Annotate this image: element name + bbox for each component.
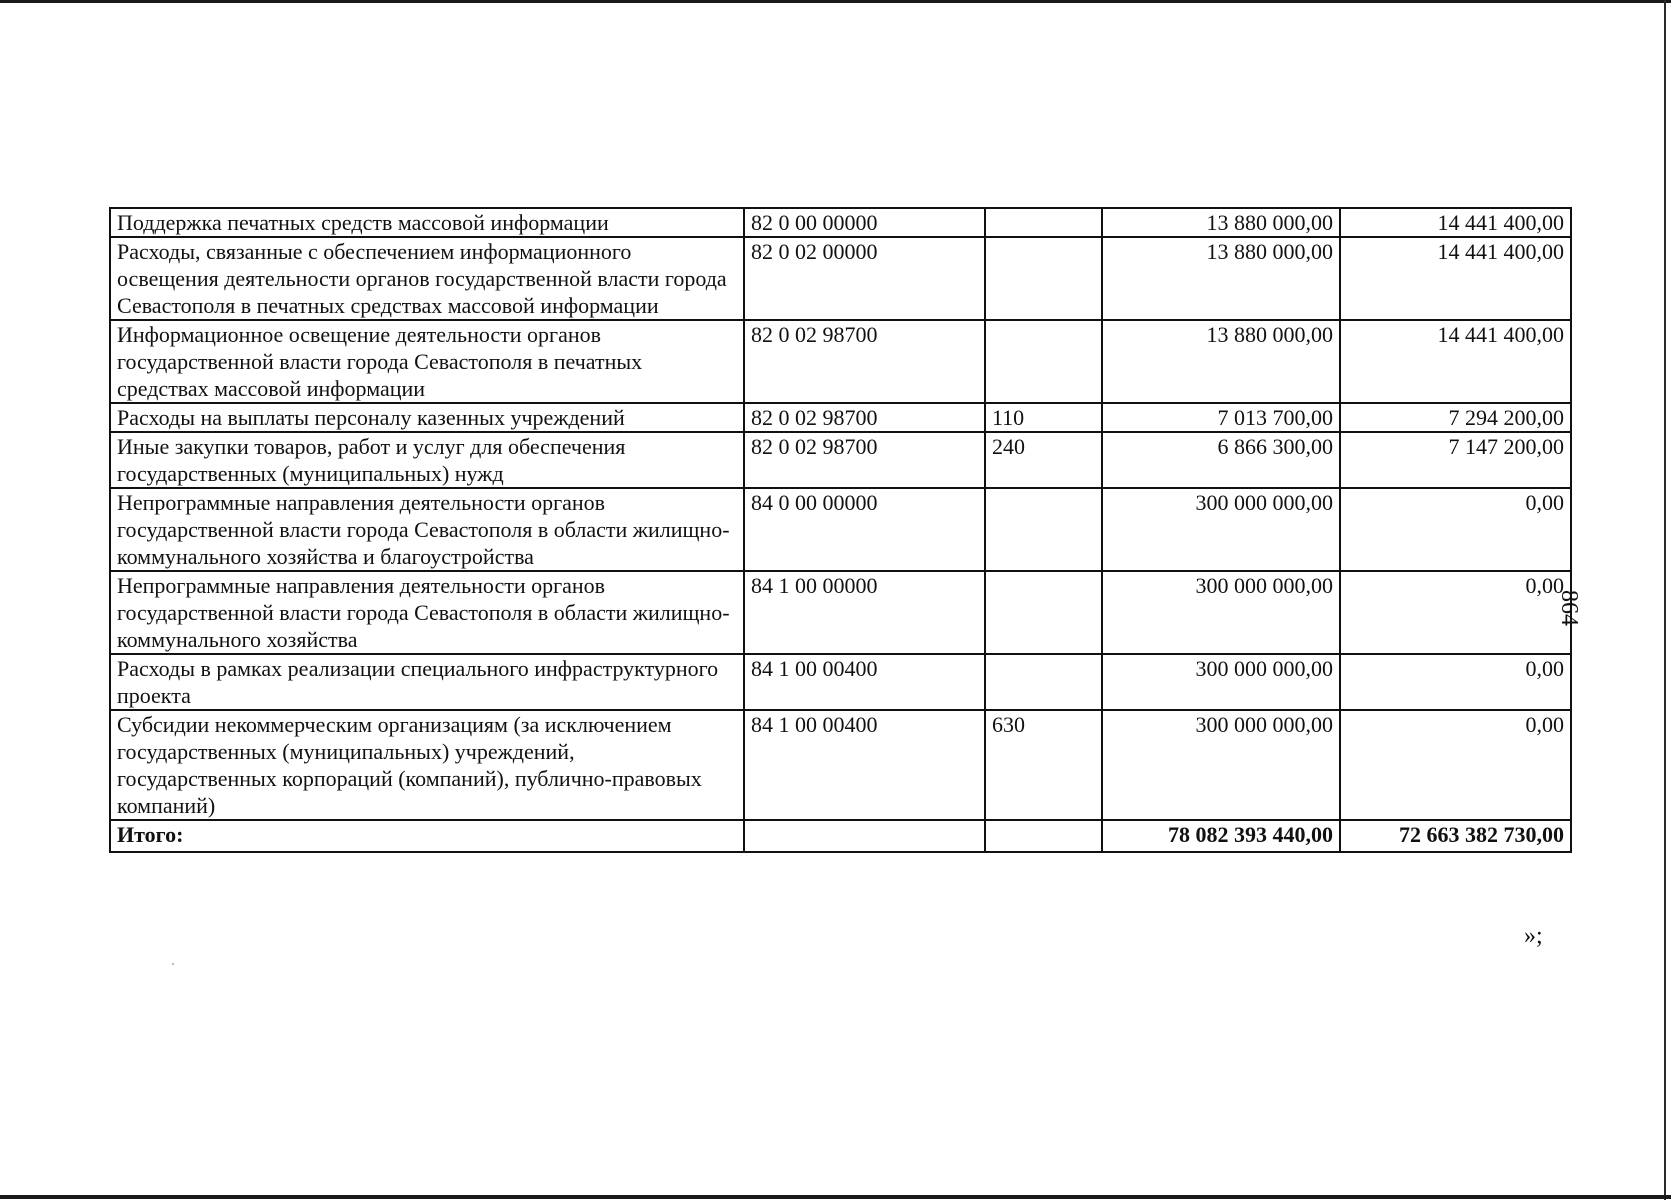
row-code: 82 0 00 00000 xyxy=(744,208,985,237)
table-row xyxy=(110,320,1571,403)
row-code: 84 1 00 00400 xyxy=(744,654,985,710)
row-sum-2: 0,00 xyxy=(1340,710,1571,820)
row-type: 240 xyxy=(985,432,1102,488)
row-code: 82 0 02 00000 xyxy=(744,237,985,320)
row-code: 82 0 02 98700 xyxy=(744,403,985,432)
row-sum-1: 13 880 000,00 xyxy=(1102,237,1340,320)
scan-speck xyxy=(172,963,174,965)
table-row xyxy=(110,654,1571,710)
row-type xyxy=(985,237,1102,320)
total-code xyxy=(744,820,985,852)
scan-top-edge xyxy=(0,0,1671,3)
row-name: Поддержка печатных средств массовой информации xyxy=(110,208,744,237)
row-sum-2: 7 294 200,00 xyxy=(1340,403,1571,432)
row-code: 84 0 00 00000 xyxy=(744,488,985,571)
row-sum-2: 14 441 400,00 xyxy=(1340,237,1571,320)
row-name: Расходы в рамках реализации специального инфраструктурного проекта xyxy=(110,654,744,710)
row-name: Информационное освещение деятельности органов государственной власти города Севастополя в печатных средствах массовой информации xyxy=(110,320,744,403)
row-sum-1: 300 000 000,00 xyxy=(1102,654,1340,710)
row-name: Расходы, связанные с обеспечением информационного освещения деятельности органов государственной власти города Севастополя в печатных средствах массовой информации xyxy=(110,237,744,320)
row-name: Иные закупки товаров, работ и услуг для обеспечения государственных (муниципальных) нужд xyxy=(110,432,744,488)
scan-right-edge xyxy=(1664,0,1666,1200)
total-sum-2: 72 663 382 730,00 xyxy=(1340,820,1571,852)
row-type xyxy=(985,208,1102,237)
table-row xyxy=(110,710,1571,820)
row-sum-1: 6 866 300,00 xyxy=(1102,432,1340,488)
budget-table xyxy=(109,207,1572,853)
total-sum-1: 78 082 393 440,00 xyxy=(1102,820,1340,852)
row-sum-1: 7 013 700,00 xyxy=(1102,403,1340,432)
row-sum-1: 300 000 000,00 xyxy=(1102,710,1340,820)
row-type: 110 xyxy=(985,403,1102,432)
row-code: 82 0 02 98700 xyxy=(744,432,985,488)
row-type xyxy=(985,654,1102,710)
scan-bottom-edge xyxy=(0,1195,1671,1199)
row-type xyxy=(985,320,1102,403)
row-type xyxy=(985,571,1102,654)
row-sum-1: 13 880 000,00 xyxy=(1102,320,1340,403)
row-sum-2: 14 441 400,00 xyxy=(1340,320,1571,403)
row-sum-2: 7 147 200,00 xyxy=(1340,432,1571,488)
row-type: 630 xyxy=(985,710,1102,820)
row-code: 84 1 00 00400 xyxy=(744,710,985,820)
page-number: 864 xyxy=(1556,590,1582,626)
total-type xyxy=(985,820,1102,852)
table-row xyxy=(110,488,1571,571)
table-row xyxy=(110,403,1571,432)
row-name: Субсидии некоммерческим организациям (за исключением государственных (муниципальных) учреждений, государственных корпораций (компаний), публично-правовых компаний) xyxy=(110,710,744,820)
row-sum-2: 0,00 xyxy=(1340,654,1571,710)
table-row xyxy=(110,208,1571,237)
row-code: 84 1 00 00000 xyxy=(744,571,985,654)
row-type xyxy=(985,488,1102,571)
closing-quote-mark: »; xyxy=(1524,923,1543,949)
row-name: Расходы на выплаты персоналу казенных учреждений xyxy=(110,403,744,432)
row-sum-2: 14 441 400,00 xyxy=(1340,208,1571,237)
total-row xyxy=(110,820,1571,852)
row-sum-2: 0,00 xyxy=(1340,571,1571,654)
table-row xyxy=(110,432,1571,488)
row-sum-1: 300 000 000,00 xyxy=(1102,571,1340,654)
row-sum-2: 0,00 xyxy=(1340,488,1571,571)
row-sum-1: 300 000 000,00 xyxy=(1102,488,1340,571)
row-name: Непрограммные направления деятельности органов государственной власти города Севастополя в области жилищно-коммунального хозяйства xyxy=(110,571,744,654)
row-code: 82 0 02 98700 xyxy=(744,320,985,403)
total-label: Итого: xyxy=(110,820,744,852)
table-row xyxy=(110,237,1571,320)
row-name: Непрограммные направления деятельности органов государственной власти города Севастополя в области жилищно-коммунального хозяйства и благоустройства xyxy=(110,488,744,571)
table-row xyxy=(110,571,1571,654)
row-sum-1: 13 880 000,00 xyxy=(1102,208,1340,237)
